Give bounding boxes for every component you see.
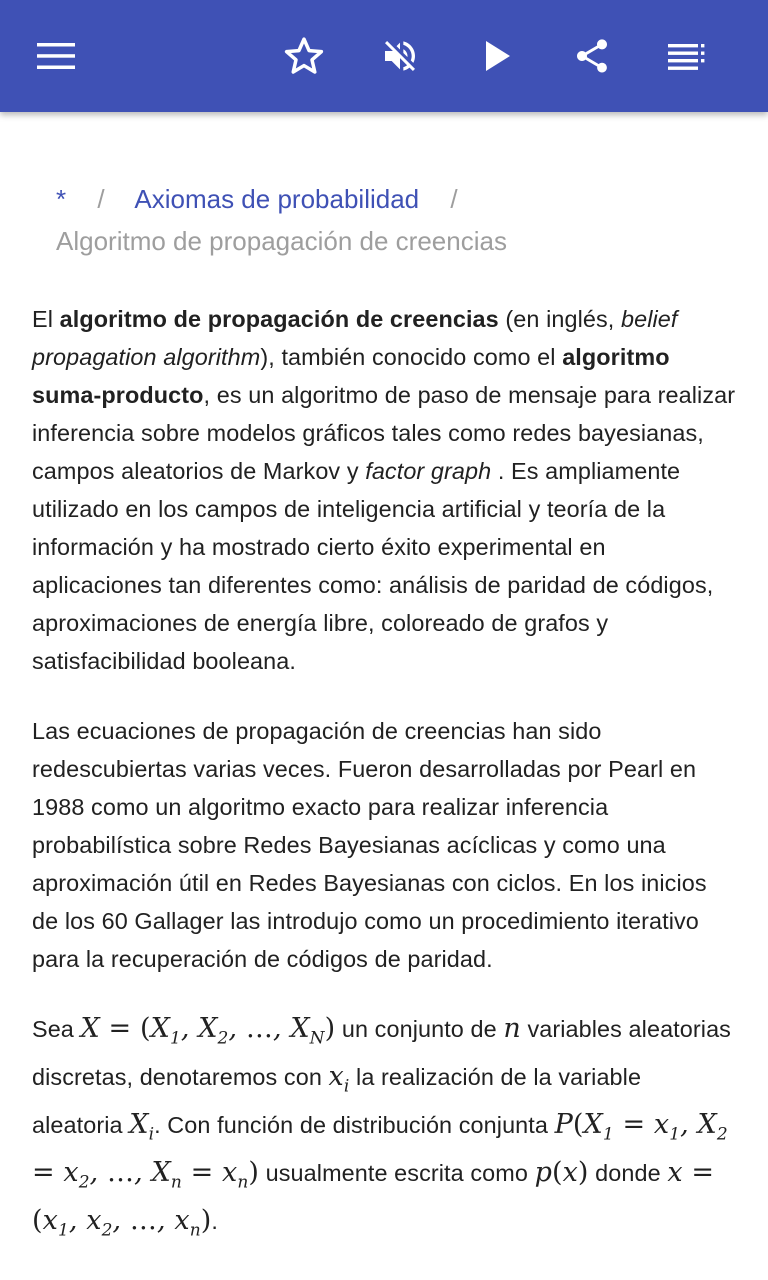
text: Sea: [32, 1016, 81, 1042]
paragraph-intro: [32, 300, 738, 680]
italic-term: factor graph: [365, 458, 492, 484]
share-icon: [572, 35, 612, 77]
text: (en inglés,: [498, 306, 621, 332]
share-button[interactable]: [562, 26, 622, 86]
star-icon: [283, 36, 325, 76]
breadcrumb-current: Algoritmo de propagación de creencias: [56, 226, 507, 256]
text: .: [211, 1207, 219, 1234]
paragraph-definition: [32, 1010, 738, 1249]
math-formula: n: [503, 1013, 521, 1044]
text: donde: [588, 1159, 668, 1186]
article: [32, 112, 738, 1249]
text: , es un algoritmo de paso de mensaje para realizar inferencia sobre modelos gráficos tales como redes bayesianas, campos aleatorios de Markov y: [32, 382, 736, 484]
math-formula: $x = (x_1$, $x_2$, …, $x_n$): [32, 1156, 715, 1240]
menu-button[interactable]: [26, 26, 86, 86]
math-formula: $P(X_1 = x_1$, $X_2 = x_2$, …, $X_n = x_n$): [32, 1108, 728, 1193]
text: la realización de la variable aleatoria: [32, 1063, 642, 1138]
toc-button[interactable]: [658, 26, 718, 86]
math-formula: $x_i$: [328, 1060, 350, 1097]
play-button[interactable]: [468, 26, 528, 86]
math-formula: $X = (X_1$, $X_2$, …, $X_N$): [80, 1013, 336, 1049]
text: ), también conocido como el: [260, 344, 563, 370]
play-icon: [484, 40, 512, 72]
paragraph-history: Las ecuaciones de propagación de creencias han sido redescubiertas varias veces. Fueron desarrolladas por Pearl en 1988 como un algoritmo exacto para realizar inferencia probabilística sobre Redes Bayesianas acíclicas y como una aproximación útil en Redes Bayesianas con ciclos. En los inicios de los 60 Gallager las introdujo como un procedimiento iterativo para la recuperación de códigos de paridad.: [32, 718, 707, 972]
breadcrumb-separator: /: [450, 184, 458, 214]
favorite-button[interactable]: [274, 26, 334, 86]
text: El: [32, 306, 60, 332]
text: usualmente escrita como: [259, 1159, 535, 1186]
list-icon: [668, 42, 708, 70]
bold-term: algoritmo suma-producto: [32, 344, 670, 408]
math-formula: p(x): [534, 1156, 589, 1188]
menu-icon: [37, 42, 75, 70]
italic-term: belief propagation algorithm: [32, 306, 678, 370]
text: . Con función de distribución conjunta: [154, 1111, 555, 1138]
text: variables aleatorias discretas, denotaremos con: [32, 1016, 731, 1090]
breadcrumb-separator: /: [97, 184, 105, 214]
breadcrumb-parent-link[interactable]: Axiomas de probabilidad: [134, 184, 420, 214]
app-bar: [0, 0, 768, 112]
bold-term: algoritmo de propagación de creencias: [59, 306, 499, 332]
mute-button[interactable]: [370, 26, 430, 86]
volume-off-icon: [379, 36, 421, 76]
breadcrumb-root-link[interactable]: *: [56, 184, 67, 214]
math-formula: $X_i$: [129, 1108, 155, 1145]
breadcrumb: [32, 178, 738, 262]
text: . Es ampliamente utilizado en los campos de inteligencia artificial y teoría de la información y ha mostrado cierto éxito experimental en aplicaciones tan diferentes como: análisis de paridad de códigos, aproximaciones de energía libre, coloreado de grafos y satisfacibilidad booleana.: [32, 458, 714, 674]
text: un conjunto de: [335, 1016, 504, 1042]
